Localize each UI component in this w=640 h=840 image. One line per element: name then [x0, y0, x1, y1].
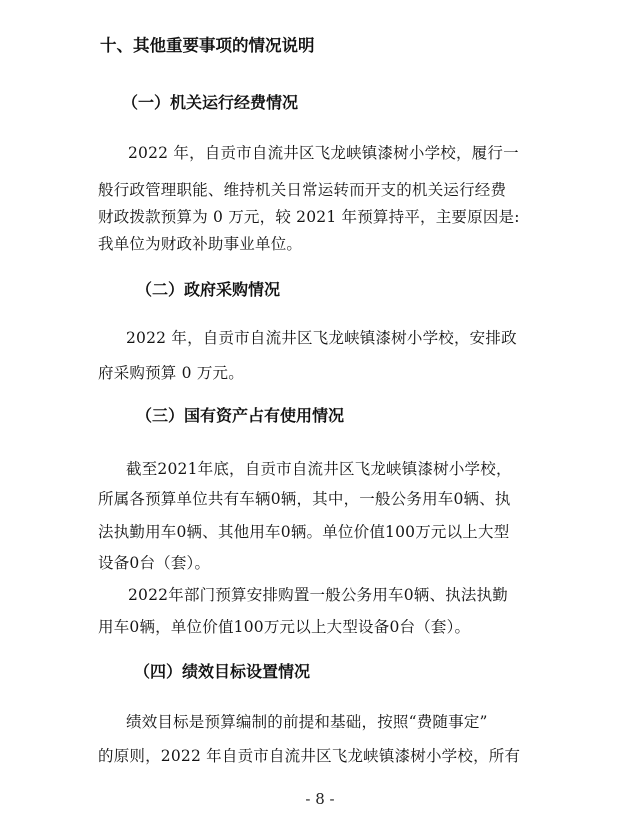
paragraph-line: 设备0台（套）。: [98, 554, 211, 572]
paragraph-line: 财政拨款预算为 0 万元，较 2021 年预算持平，主要原因是:: [98, 208, 520, 226]
paragraph-line: 绩效目标是预算编制的前提和基础，按照“费随事定”: [126, 713, 488, 731]
section-title: 十、其他重要事项的情况说明: [100, 36, 315, 55]
subsection-heading-4: （四）绩效目标设置情况: [134, 662, 311, 681]
paragraph-line: 2022年部门预算安排购置一般公务用车0辆、执法执勤: [128, 586, 509, 604]
subsection-heading-3: （三）国有资产占有使用情况: [136, 406, 345, 425]
subsection-heading-1: （一）机关运行经费情况: [122, 93, 299, 112]
paragraph-line: 用车0辆，单位价值100万元以上大型设备0台（套）。: [98, 618, 471, 636]
paragraph-line: 的原则，2022 年自贡市自流井区飞龙峡镇漆树小学校，所有: [98, 747, 521, 765]
paragraph-line: 2022 年，自贡市自流井区飞龙峡镇漆树小学校，安排政: [126, 329, 517, 347]
paragraph-line: 2022 年，自贡市自流井区飞龙峡镇漆树小学校，履行一: [128, 144, 519, 162]
page-number: - 8 -: [305, 790, 335, 808]
subsection-heading-2: （二）政府采购情况: [136, 280, 281, 299]
paragraph-line: 所属各预算单位共有车辆0辆，其中，一般公务用车0辆、执: [98, 490, 511, 508]
paragraph-line: 法执勤用车0辆、其他用车0辆。单位价值100万元以上大型: [98, 523, 510, 541]
paragraph-line: 截至2021年底，自贡市自流井区飞龙峡镇漆树小学校，: [126, 460, 512, 478]
paragraph-line: 府采购预算 0 万元。: [98, 364, 244, 382]
paragraph-line: 我单位为财政补助事业单位。: [98, 235, 303, 253]
paragraph-line: 般行政管理职能、维持机关日常运转而开支的机关运行经费: [98, 181, 507, 199]
